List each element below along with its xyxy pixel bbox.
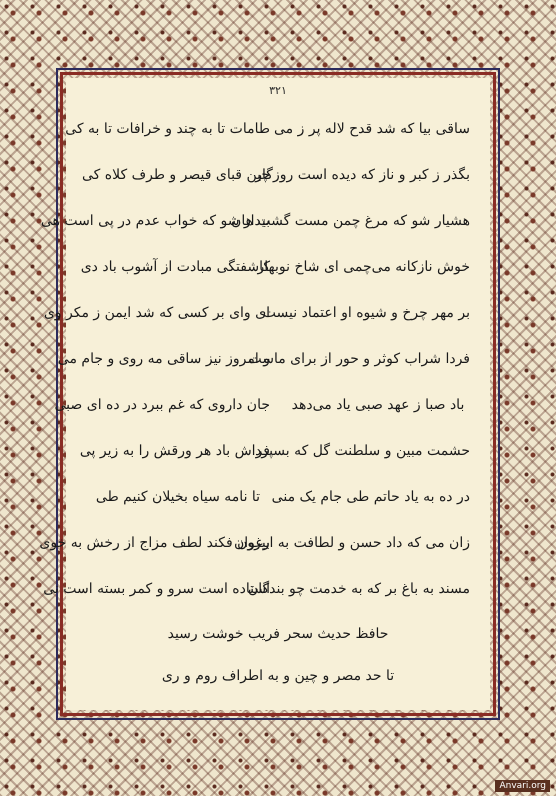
- closing-line-2: تا حد مصر و چین و به اطراف روم و ری: [161, 668, 395, 684]
- verse-row: [79, 430, 470, 472]
- hemistich-left: تا نامه سیاه بخیلان کنیم طی: [95, 489, 261, 505]
- hemistich-right: فردا شراب کوثر و حور از برای ماست: [248, 351, 470, 367]
- page-number: ۳۲۱: [269, 84, 287, 97]
- verse-row: [54, 384, 470, 426]
- hemistich-left: بیدار شو که خواب عدم در پی است هی: [40, 213, 270, 229]
- verse-row: [43, 292, 470, 334]
- hemistich-left: طامات تا به چند و خرافات تا به کی: [65, 121, 270, 137]
- hemistich-right: در ده به یاد حاتم طی جام یک منی: [271, 489, 470, 505]
- hemistich-right: مسند به باغ بر که به خدمت چو بندگان: [247, 581, 470, 597]
- text-panel: [39, 78, 490, 710]
- hemistich-right: ساقی بیا که شد قدح لاله پر ز می: [274, 121, 470, 137]
- closing-line-1: حافظ حدیث سحر فریب خوشت رسید: [167, 626, 389, 642]
- hemistich-left: بیرون فکند لطف مزاج از رخش به خوی: [39, 535, 270, 551]
- hemistich-left: ای وای بر کسی که شد ایمن ز مکر وی: [43, 305, 270, 321]
- hemistich-right: باد صبا ز عهد صبی یاد می‌دهد: [291, 397, 465, 413]
- verse-row: [82, 154, 470, 196]
- watermark: Anvari.org: [495, 780, 550, 792]
- verse-row: [40, 200, 470, 242]
- verse-row: [57, 338, 470, 380]
- verse-row: [80, 246, 470, 288]
- hemistich-right: خوش نازکانه می‌چمی ای شاخ نوبهار: [257, 259, 470, 275]
- hemistich-left: و امروز نیز ساقی مه روی و جام می: [57, 351, 270, 367]
- hemistich-left: فراش باد هر ورقش را به زیر پی: [79, 443, 270, 459]
- hemistich-left: استاده است سرو و کمر بسته است نی: [43, 581, 270, 597]
- verse-row: [65, 108, 470, 150]
- verse-row: [39, 522, 470, 564]
- hemistich-right: زان می که داد حسن و لطافت به ارغوان: [233, 535, 470, 551]
- hemistich-right: بر مهر چرخ و شیوه او اعتماد نیست: [262, 305, 470, 321]
- hemistich-left: چین قبای قیصر و طرف کلاه کی: [82, 167, 270, 183]
- hemistich-right: هشیار شو که مرغ چمن مست گشت هان: [231, 213, 470, 229]
- hemistich-right: بگذر ز کبر و ناز که دیده است روزگار: [255, 167, 470, 183]
- hemistich-left: کاشفتگی مبادت از آشوب باد دی: [80, 259, 270, 275]
- verse-row: [43, 568, 470, 610]
- hemistich-right: حشمت مبین و سلطنت گل که بسپرد: [255, 443, 470, 459]
- verse-row: [86, 476, 470, 518]
- hemistich-left: جان داروی که غم ببرد در ده ای صبی: [54, 397, 270, 413]
